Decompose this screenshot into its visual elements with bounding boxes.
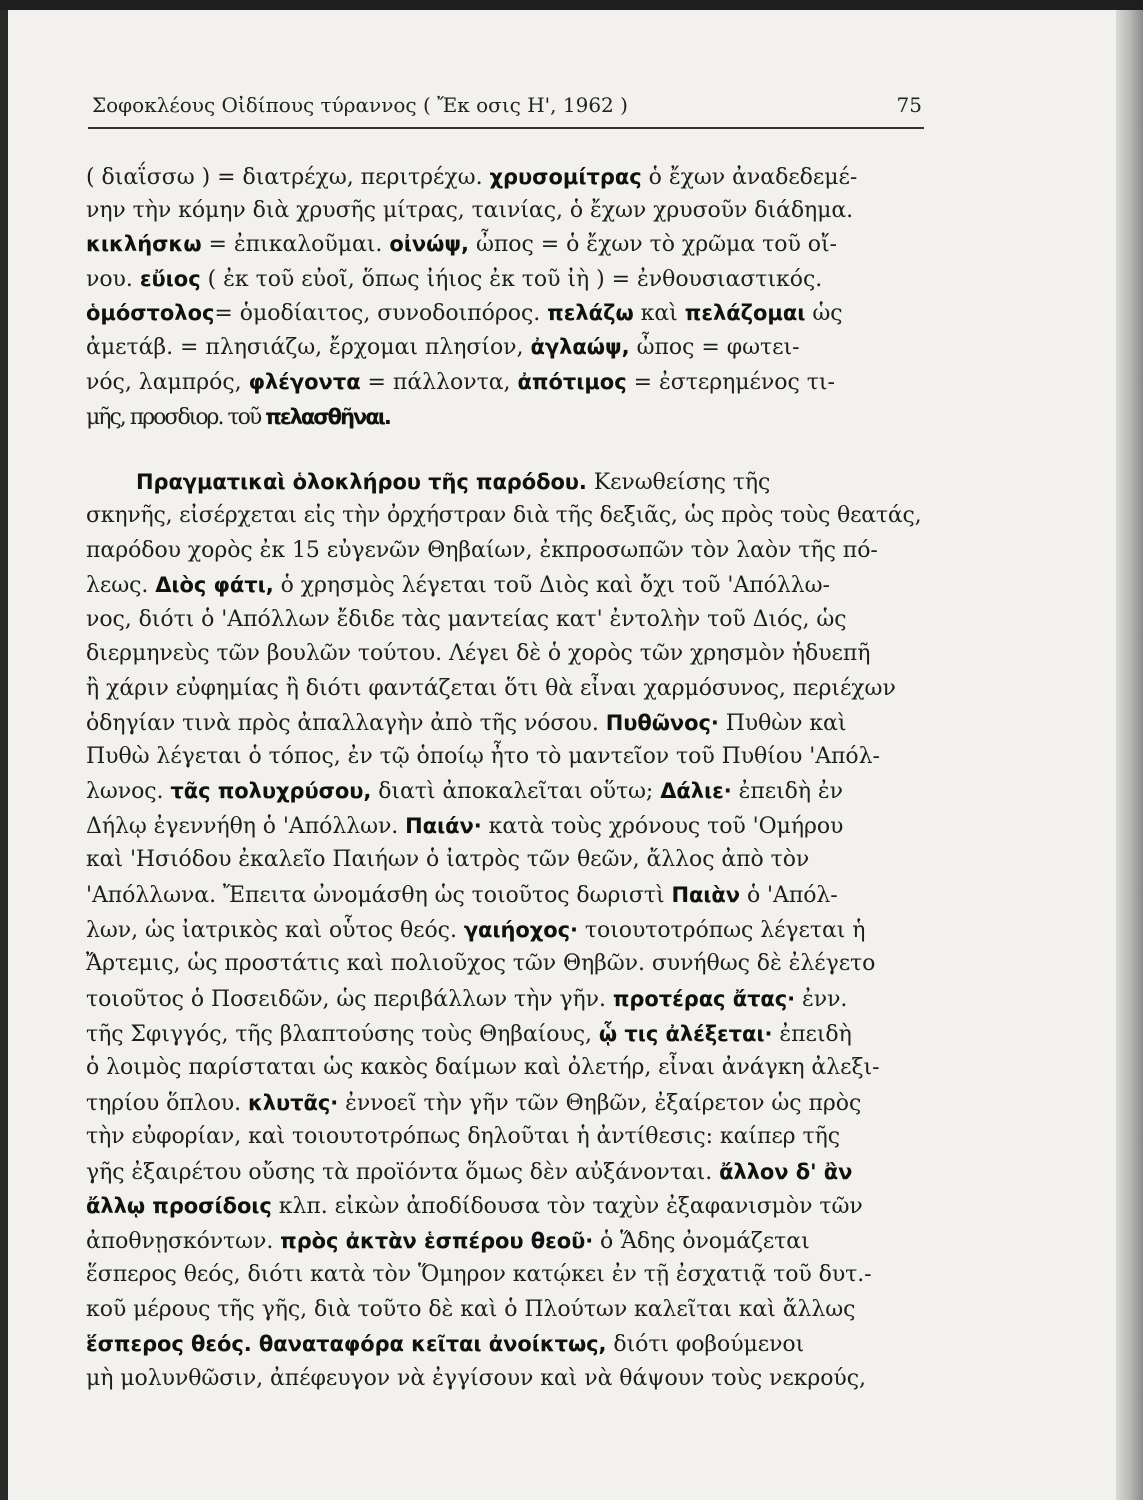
text-run: ἕσπερος θεός, διότι κατὰ τὸν Ὅμηρον κατῴκει ἐν τῇ ἐσχατιᾷ τοῦ δυτ.- [86,1262,872,1287]
text-run: Πυθὼν καὶ [718,711,847,736]
headword: χρυσομίτρας [489,165,642,189]
text-run: σκηνῆς, εἰσέρχεται εἰς τὴν ὀρχήστραν διὰ τῆς δεξιᾶς, ὡς πρὸς τοὺς θεατάς, [86,503,922,528]
text-line [86,982,926,1016]
text-run: Ἄρτεμις, ὡς προστάτις καὶ πολιοῦχος τῶν Θηβῶν. συνήθως δὲ ἐλέγετο [86,951,876,976]
text-run: ἐννοεῖ τὴν γῆν τῶν Θηβῶν, ἐξαίρετον ὡς πρὸς [338,1091,862,1116]
text-run: τὴν εὐφορίαν, καὶ τοιουτοτρόπως δηλοῦται ἡ ἀντίθεσις: καίπερ τῆς [86,1124,840,1149]
headword: Παιάν· [405,814,482,838]
text-line [86,672,926,706]
headword: ἄλλον δ' ἂν [719,1160,853,1184]
headword: Δάλιε· [660,779,732,803]
text-line [86,740,926,774]
text-line [86,1224,926,1258]
text-run: γῆς ἐξαιρέτου οὔσης τὰ προϊόντα ὅμως δὲν αὐξάνονται. [86,1160,720,1185]
text-run: καὶ [633,301,685,326]
text-run: Κενωθείσης τῆς [586,470,771,495]
text-run: μῆς, προσδιορ. τοῦ [86,405,266,430]
headword: τᾶς πολυχρύσου, [170,779,372,803]
headword: Πραγματικαὶ ὁλοκλήρου τῆς παρόδου. [136,470,587,494]
text-line [86,296,926,330]
text-line [86,1189,926,1223]
text-run: λωνος. [86,779,171,804]
text-run: νος, διότι ὁ 'Απόλλων ἔδιδε τὰς μαντείας κατ' ἐντολὴν τοῦ Διός, ὡς [86,607,847,632]
headword: πρὸς ἀκτὰν ἑσπέρου θεοῦ· [280,1229,594,1253]
text-run: νός, λαμπρός, [86,370,249,395]
scan-top-edge [0,0,1143,10]
text-run: διότι φοβούμενοι [606,1332,805,1357]
text-line [86,843,926,877]
text-run: διατὶ ἀποκαλεῖται οὕτω; [371,779,661,804]
text-run: ( διαΐσσω ) = διατρέχω, περιτρέχω. [86,165,490,190]
text-line [86,1017,926,1051]
text-run: ὁ 'Απόλ- [740,883,838,908]
text-run: λεως. [86,573,156,598]
headword: οἰνώψ, [389,232,469,256]
text-run: τοιουτοτρόπως λέγεται ἡ [577,918,866,943]
headword: πελάζω [547,301,634,325]
text-run: ὁ λοιμὸς παρίσταται ὡς κακὸς δαίμων καὶ ὀλετήρ, εἶναι ἀνάγκη ἀλεξι- [86,1055,880,1080]
text-line [86,499,926,533]
text-run: ὁ ἔχων ἀναδεδεμέ- [641,165,858,190]
page-binding-edge [1116,10,1143,1500]
headword: γαιήοχος· [463,918,578,942]
text-run: ἐπειδὴ ἐν [731,779,843,804]
text-run: ὁδηγίαν τινὰ πρὸς ἀπαλλαγὴν ἀπὸ τῆς νόσου. [86,711,606,736]
text-run: ἐπειδὴ [772,1022,852,1047]
text-run: τοιοῦτος ὁ Ποσειδῶν, ὡς περιβάλλων τὴν γῆν. [86,987,613,1012]
headword: πελάζομαι [684,301,806,325]
text-run: ὦπος = ὁ ἔχων τὸ χρῶμα τοῦ οἴ- [468,232,837,257]
text-line [86,774,926,808]
text-run: = ἐστερημένος τι- [626,370,835,395]
text-line [86,913,926,947]
headword: Διὸς φάτι, [155,573,274,597]
headword: Παιὰν [671,883,741,907]
text-run: λων, ὡς ἰατρικὸς καὶ οὗτος θεός. [86,918,464,943]
text-run: = πάλλοντα, [360,370,518,395]
text-run: ἐνν. [795,987,848,1012]
headword: ἀπότιμος [517,370,627,394]
headword: προτέρας ἄτας· [612,987,796,1011]
text-line [86,194,926,228]
text-line [86,262,926,296]
text-run: ὡς [805,301,843,326]
text-line [86,706,926,740]
text-line [86,1362,926,1396]
text-line [136,465,976,499]
text-run: Δήλῳ ἐγεννήθη ὁ 'Απόλλων. [86,814,406,839]
text-run: ἀμετάβ. = πλησιάζω, ἔρχομαι πλησίον, [86,335,531,360]
headword: κλυτᾶς· [247,1091,339,1115]
headword: ἕσπερος θεός. θαναταφόρα κεῖται ἀνοίκτως, [86,1332,607,1356]
text-run: = ὁμοδίαιτος, συνοδοιπόρος. [214,301,548,326]
text-line [86,637,926,671]
text-run: ὁ χρησμὸς λέγεται τοῦ Διὸς καὶ ὄχι τοῦ 'Απόλλω- [273,573,830,598]
text-run: νην τὴν κόμην διὰ χρυσῆς μίτρας, ταινίας, ὁ ἔχων χρυσοῦν διάδημα. [86,198,854,223]
headword: ἀγλαώψ, [530,335,630,359]
text-run: ὦπος = φωτει- [629,335,800,360]
text-run: νου. [86,267,140,292]
text-run: ( ἐκ τοῦ εὐοῖ, ὅπως ἰήιος ἐκ τοῦ ἰὴ ) = ἐνθουσιαστικός. [200,267,823,292]
text-run: κλπ. εἰκὼν ἀποδίδουσα τὸν ταχὺν ἐξαφανισμὸν τῶν [271,1194,863,1219]
text-line [86,1293,926,1327]
headword: πελασθῆναι. [265,405,390,429]
headword: εὔιος [139,267,201,291]
text-line [86,568,926,602]
page-number: 75 [896,93,922,117]
headword: ὁμόστολος [86,301,215,325]
text-run: κοῦ μέρους τῆς γῆς, διὰ τοῦτο δὲ καὶ ὁ Πλούτων καλεῖται καὶ ἄλλως [86,1297,856,1322]
text-run: ἢ χάριν εὐφημίας ἢ διότι φαντάζεται ὅτι θὰ εἶναι χαρμόσυνος, περιέχων [86,676,896,701]
running-title: Σοφοκλέους Οἰδίπους τύραννος ( Ἔκ οσις Η', 1962 ) [92,93,628,117]
text-line [86,1120,926,1154]
headword: ἄλλῳ προσίδοις [86,1194,272,1218]
text-line [86,603,926,637]
text-run: ἀποθνῃσκόντων. [86,1229,281,1254]
text-run: κατὰ τοὺς χρόνους τοῦ 'Ομήρου [481,814,844,839]
headword: Πυθῶνος· [605,711,719,735]
text-run: τῆς Σφιγγός, τῆς βλαπτούσης τοὺς Θηβαίους, [86,1022,599,1047]
text-line [86,365,926,399]
text-line [86,330,926,364]
running-header [88,89,924,129]
text-line [86,1051,926,1085]
text-run: παρόδου χορὸς ἐκ 15 εὐγενῶν Θηβαίων, ἐκπροσωπῶν τὸν λαὸν τῆς πό- [86,538,878,563]
text-line [86,534,926,568]
text-line [86,160,926,194]
text-line [86,809,926,843]
text-run: τηρίου ὅπλου. [86,1091,248,1116]
text-run: μὴ μολυνθῶσιν, ἀπέφευγον νὰ ἐγγίσουν καὶ νὰ θάψουν τοὺς νεκρούς, [86,1366,866,1391]
headword: φλέγοντα [248,370,361,394]
text-line [86,1327,926,1361]
text-line [86,227,926,261]
headword: ᾧ τις ἀλέξεται· [598,1022,773,1046]
text-line [86,1086,926,1120]
text-run: Πυθὼ λέγεται ὁ τόπος, ἐν τῷ ὁποίῳ ἦτο τὸ μαντεῖον τοῦ Πυθίου 'Απόλ- [86,744,880,769]
text-line [86,947,926,981]
headword: κικλήσκω [86,232,202,256]
text-line [86,878,926,912]
text-run: ὁ Ἅδης ὀνομάζεται [593,1229,810,1254]
text-run: 'Απόλλωνα. Ἔπειτα ὠνομάσθη ὡς τοιοῦτος δωριστὶ [86,883,672,908]
text-line [86,1155,926,1189]
text-run: καὶ 'Ησιόδου ἐκαλεῖο Παιήων ὁ ἰατρὸς τῶν θεῶν, ἄλλος ἀπὸ τὸν [86,847,810,872]
text-run: διερμηνεὺς τῶν βουλῶν τούτου. Λέγει δὲ ὁ χορὸς τῶν χρησμὸν ἡδυεπῆ [86,641,871,666]
text-run: = ἐπικαλοῦμαι. [201,232,390,257]
text-line [86,1258,926,1292]
text-line [86,400,926,434]
